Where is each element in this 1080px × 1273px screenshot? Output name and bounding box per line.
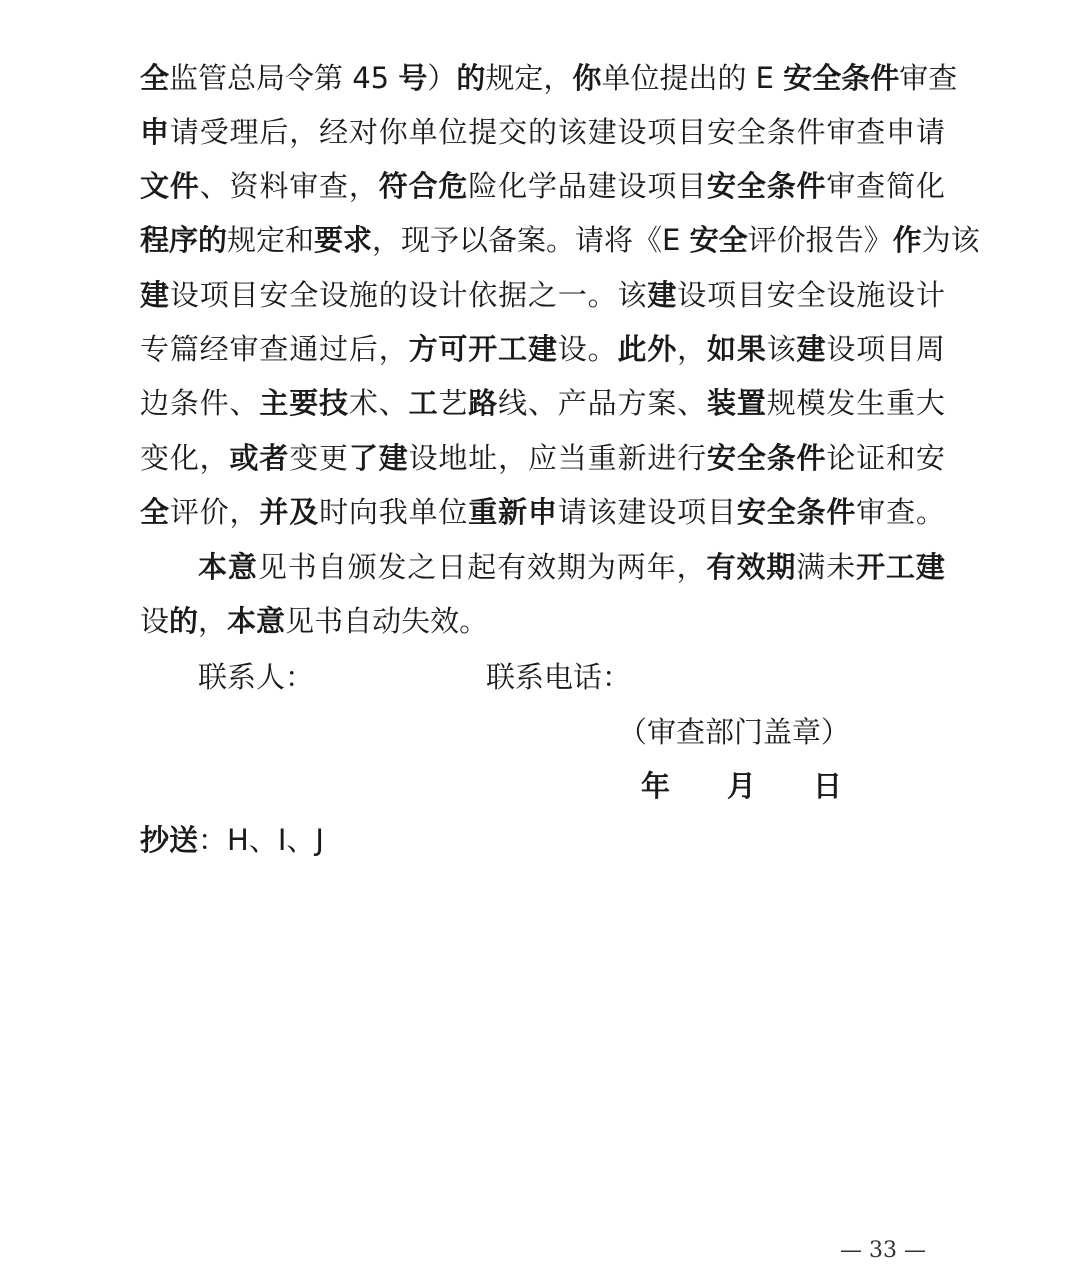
text-run: 号 (398, 61, 428, 95)
body-line-11 (140, 601, 945, 641)
text-run: 主要技 (259, 386, 349, 420)
text-run: ， (677, 332, 708, 366)
text-run: 如果 (707, 332, 767, 366)
body-line-4 (140, 220, 980, 260)
text-run: 审查简化 (826, 169, 945, 203)
body-line-1 (140, 58, 958, 98)
date-month: 月 (727, 769, 757, 803)
text-run: 程序的 (140, 223, 228, 257)
text-run: 建 (647, 278, 678, 312)
text-run: 工 (408, 386, 439, 420)
text-run: 的 (456, 61, 486, 95)
text-run: 本意 (198, 550, 258, 584)
text-run: 安全条件 (736, 495, 857, 529)
text-run: 变化， (140, 441, 230, 475)
text-run: 开工建 (856, 550, 945, 584)
body-line-7 (140, 383, 945, 423)
text-run: 安全条件 (707, 169, 827, 203)
text-run: 规模发生重大 (766, 386, 945, 420)
contact-phone-label: 联系电话： (486, 660, 632, 694)
text-run: 全 (140, 495, 170, 529)
text-run: 本意 (227, 604, 286, 638)
text-run: 文件 (140, 169, 200, 203)
text-run: 审查 (899, 61, 958, 95)
date-day: 日 (813, 769, 843, 803)
text-run: 时向我单位 (319, 495, 469, 529)
body-line-5 (140, 275, 945, 315)
text-run: 见书自颁发之日起有效期为两年， (257, 550, 707, 584)
text-run: 艺 (438, 386, 469, 420)
text-run: 审查。 (856, 495, 945, 529)
text-run: 设项目安全设施的设计依据之一。该 (169, 278, 648, 312)
text-run: 重新申 (468, 495, 558, 529)
text-run: 单位提出的 E (601, 61, 784, 95)
text-run: 该 (766, 332, 797, 366)
text-run: 设项目周 (826, 332, 945, 366)
text-run: 请该建设项目 (557, 495, 737, 529)
body-line-3 (140, 166, 945, 206)
text-run: 路 (468, 386, 499, 420)
text-run: 满未 (796, 550, 857, 584)
text-run: 或者 (229, 441, 290, 475)
text-run: 见书自动失效。 (285, 604, 489, 638)
cc-line (140, 820, 324, 860)
text-run: 评价， (169, 495, 260, 529)
contact-person-label: 联系人： (198, 660, 315, 694)
text-run: 的 (169, 604, 199, 638)
text-run: 安全 (689, 223, 748, 257)
text-run: 作 (892, 223, 922, 257)
text-run: ，现予以备案。请将《E (372, 223, 690, 257)
body-line-10 (198, 547, 945, 587)
text-run: 专篇经审查通过后， (140, 332, 409, 366)
stamp-note: （审查部门盖章） (618, 715, 851, 749)
text-run: 安全条件 (707, 441, 827, 475)
text-run: 设地址，应当重新进行 (408, 441, 708, 475)
text-run: 设项目安全设施设计 (677, 278, 945, 312)
text-run: 申 (140, 115, 170, 149)
text-run: 要求 (314, 223, 373, 257)
text-run: 设 (140, 604, 170, 638)
text-run: 规定， (485, 61, 573, 95)
text-run: 请受理后，经对你单位提交的该建设项目安全条件审查申请 (169, 115, 945, 149)
text-run: 边条件、 (140, 386, 260, 420)
text-run: 全 (140, 61, 170, 95)
date-year: 年 (641, 769, 671, 803)
text-run: 线、产品方案、 (498, 386, 708, 420)
cc-label: 抄送 (140, 823, 199, 857)
text-run: 符合危 (378, 169, 469, 203)
body-line-8 (140, 438, 945, 478)
body-line-6 (140, 329, 945, 369)
text-run: 监管总局令第 45 (169, 61, 399, 95)
text-run: ， (198, 604, 228, 638)
text-run: 你 (572, 61, 602, 95)
text-run: 规定和 (227, 223, 315, 257)
body-line-2 (140, 112, 945, 152)
cc-recipients: ：H、I、J (198, 823, 324, 857)
text-run: 评价报告》 (747, 223, 893, 257)
text-run: 为该 (921, 223, 980, 257)
text-run: 了建 (348, 441, 409, 475)
text-run: 设。 (557, 332, 618, 366)
text-run: 建 (796, 332, 827, 366)
text-run: 险化学品建设项目 (468, 169, 708, 203)
text-run: 此外 (617, 332, 678, 366)
text-run: 、资料审查， (199, 169, 379, 203)
page-number: — 33 — (840, 1238, 926, 1263)
text-run: 并及 (259, 495, 320, 529)
text-run: 装置 (707, 386, 767, 420)
text-run: 建 (140, 278, 170, 312)
text-run: 安全条件 (783, 61, 900, 95)
text-run: 变更 (289, 441, 349, 475)
text-run: 方可开工建 (408, 332, 558, 366)
text-run: 论证和安 (826, 441, 945, 475)
text-run: 术、 (348, 386, 409, 420)
text-run: ） (427, 61, 457, 95)
text-run: 有效期 (706, 550, 797, 584)
body-line-9 (140, 492, 945, 532)
